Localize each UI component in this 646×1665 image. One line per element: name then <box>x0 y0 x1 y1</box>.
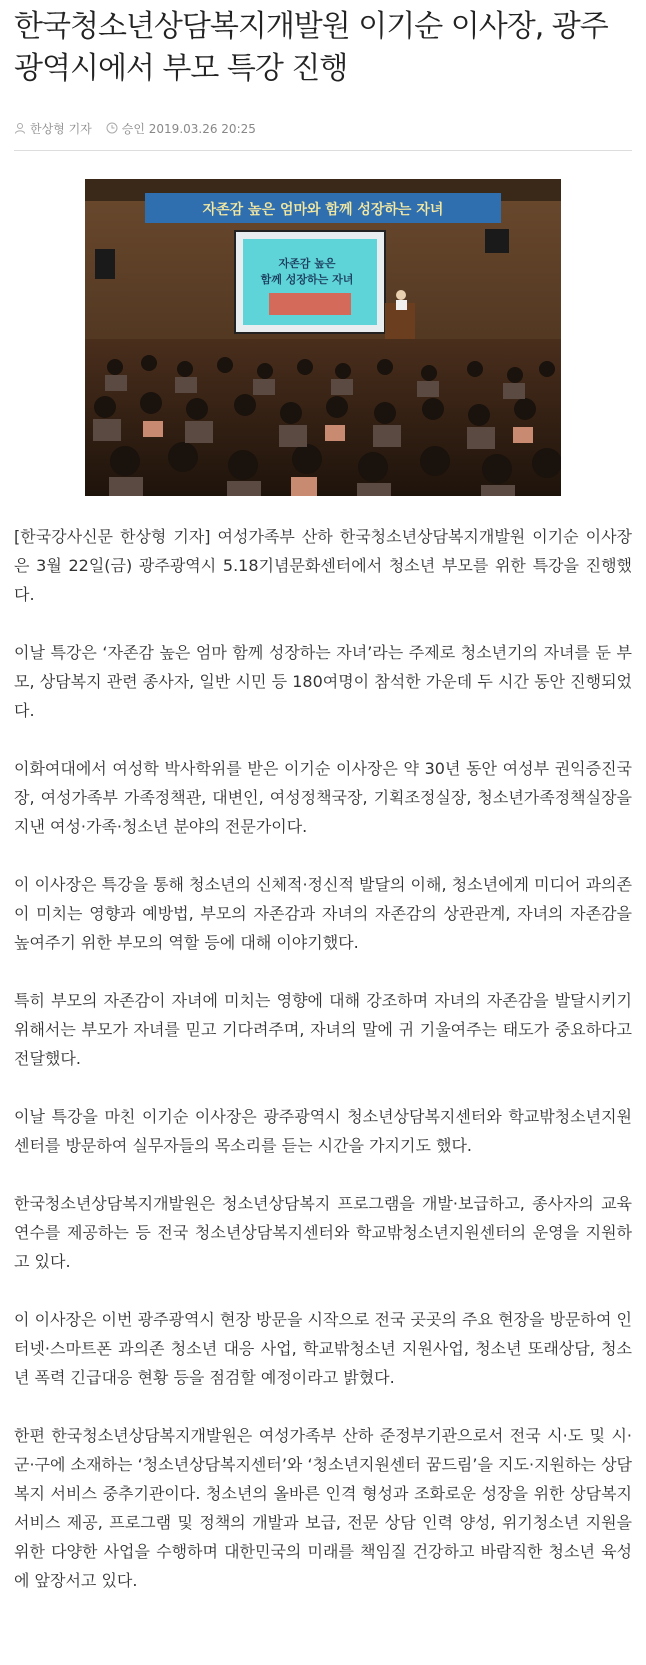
paragraph: 이 이사장은 이번 광주광역시 현장 방문을 시작으로 전국 곳곳의 주요 현장을 방문하여 인터넷·스마트폰 과의존 청소년 대응 사업, 학교밖청소년 지원사업, 청소년 또래상담, 청소년 폭력 긴급대응 현황 등을 점검할 예정이라고 밝혔다. <box>14 1310 632 1387</box>
paragraph: 한국청소년상담복지개발원은 청소년상담복지 프로그램을 개발·보급하고, 종사자의 교육연수를 제공하는 등 전국 청소년상담복지센터와 학교밖청소년지원센터의 운영을 지원하고 있다. <box>14 1194 632 1271</box>
approved-datetime: 승인 2019.03.26 20:25 <box>121 121 256 136</box>
clock-icon <box>106 122 118 134</box>
article-container <box>0 4 646 1595</box>
person-icon <box>14 122 26 134</box>
paragraph: 한편 한국청소년상담복지개발원은 여성가족부 산하 준정부기관으로서 전국 시·도 및 시·군·구에 소재하는 ‘청소년상담복지센터’와 ‘청소년지원센터 꿈드림’을 지도·지원하는 상담복지 서비스 중추기관이다. 청소년의 올바른 인격 형성과 조화로운 성장을 위한 상담복지 서비스 제공, 프로그램 및 정책의 개발과 보급, 전문 상담 인력 양성, 위기청소년 지원을 위한 다양한 사업을 수행하며 대한민국의 미래를 책임질 건강하고 바람직한 청소년 육성에 앞장서고 있다. <box>14 1426 632 1590</box>
paragraph: 이화여대에서 여성학 박사학위를 받은 이기순 이사장은 약 30년 동안 여성부 권익증진국장, 여성가족부 가족정책관, 대변인, 여성정책국장, 기획조정실장, 청소년가족정책실장을 지낸 여성·가족·청소년 분야의 전문가이다. <box>14 759 632 836</box>
article-body <box>14 522 632 1595</box>
screen-line-1: 자존감 높은 <box>278 257 336 270</box>
screen-line-2: 함께 성장하는 자녀 <box>260 273 354 286</box>
banner-text: 자존감 높은 엄마와 함께 성장하는 자녀 <box>202 202 444 218</box>
headline: 한국청소년상담복지개발원 이기순 이사장, 광주광역시에서 부모 특강 진행 <box>14 9 608 86</box>
approved-info <box>106 120 256 137</box>
reporter-info[interactable] <box>14 120 92 137</box>
lecture-hall-image <box>85 179 561 496</box>
article-meta <box>14 118 632 138</box>
reporter-name: 한상형 기자 <box>30 121 92 136</box>
paragraph: 이날 특강은 ‘자존감 높은 엄마 함께 성장하는 자녀’라는 주제로 청소년기의 자녀를 둔 부모, 상담복지 관련 종사자, 일반 시민 등 180여명이 참석한 가운데 두 시간 동안 진행되었다. <box>14 643 632 720</box>
divider <box>14 150 632 151</box>
paragraph: 이 이사장은 특강을 통해 청소년의 신체적·정신적 발달의 이해, 청소년에게 미디어 과의존이 미치는 영향과 예방법, 부모의 자존감과 자녀의 자존감의 상관관계, 자녀의 자존감을 높여주기 위한 부모의 역할 등에 대해 이야기했다. <box>14 875 632 952</box>
article-photo[interactable] <box>85 179 561 496</box>
paragraph: [한국강사신문 한상형 기자] 여성가족부 산하 한국청소년상담복지개발원 이기순 이사장은 3월 22일(금) 광주광역시 5.18기념문화센터에서 청소년 부모를 위한 특강을 진행했다. <box>14 527 632 604</box>
paragraph: 이날 특강을 마친 이기순 이사장은 광주광역시 청소년상담복지센터와 학교밖청소년지원센터를 방문하여 실무자들의 목소리를 듣는 시간을 가지기도 했다. <box>14 1107 632 1155</box>
paragraph: 특히 부모의 자존감이 자녀에 미치는 영향에 대해 강조하며 자녀의 자존감을 발달시키기 위해서는 부모가 자녀를 믿고 기다려주며, 자녀의 말에 귀 기울여주는 태도가 중요하다고 전달했다. <box>14 991 632 1068</box>
